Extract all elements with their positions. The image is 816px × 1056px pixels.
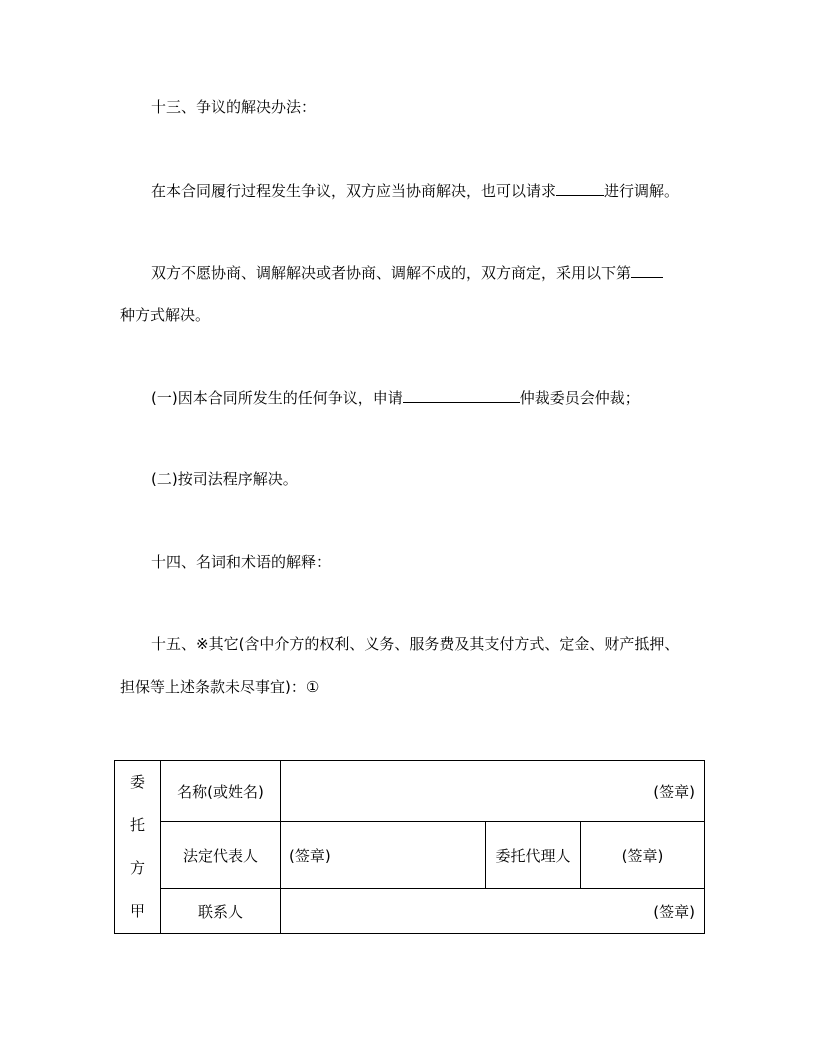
section-13-paragraph-1 [151, 180, 679, 201]
name-label: 名称(或姓名) [161, 761, 281, 822]
section-13-paragraph-2-cont: 种方式解决。 [120, 306, 211, 324]
mediator-blank[interactable] [556, 180, 604, 196]
section-13-option-2: (二)按司法程序解决。 [151, 470, 298, 488]
party-char: 方 [129, 859, 145, 877]
legal-rep-sign-field[interactable]: (签章) [281, 822, 486, 889]
party-char: 甲 [129, 902, 145, 920]
contact-sign-field[interactable]: (签章) [281, 889, 705, 934]
method-number-blank[interactable] [631, 262, 663, 278]
paragraph-text: 仲裁委员会仲裁； [519, 389, 640, 407]
section-13-option-1 [151, 387, 640, 408]
agent-label: 委托代理人 [486, 822, 581, 889]
signature-table [114, 760, 705, 934]
paragraph-text: 双方不愿协商、调解解决或者协商、调解不成的，双方商定，采用以下第 [151, 264, 632, 282]
party-char: 托 [129, 816, 145, 834]
legal-rep-label: 法定代表人 [161, 822, 281, 889]
paragraph-text: 在本合同履行过程发生争议，双方应当协商解决，也可以请求 [151, 182, 557, 200]
section-14-heading: 十四、名词和术语的解释： [151, 553, 332, 571]
agent-sign-field[interactable]: (签章) [581, 822, 705, 889]
section-15-line-1: 十五、※其它(含中介方的权利、义务、服务费及其支付方式、定金、财产抵押、 [151, 635, 680, 653]
party-label-cell [115, 761, 161, 934]
arbitration-blank[interactable] [403, 387, 520, 403]
section-15-line-2: 担保等上述条款未尽事宜)：① [120, 678, 320, 696]
paragraph-text: 进行调解。 [604, 182, 680, 200]
section-13-paragraph-2 [151, 262, 663, 283]
contact-label: 联系人 [161, 889, 281, 934]
section-13-heading: 十三、争议的解决办法： [151, 98, 317, 116]
paragraph-text: (一)因本合同所发生的任何争议，申请 [151, 389, 403, 407]
name-sign-field[interactable]: (签章) [281, 761, 705, 822]
party-char: 委 [129, 773, 145, 791]
